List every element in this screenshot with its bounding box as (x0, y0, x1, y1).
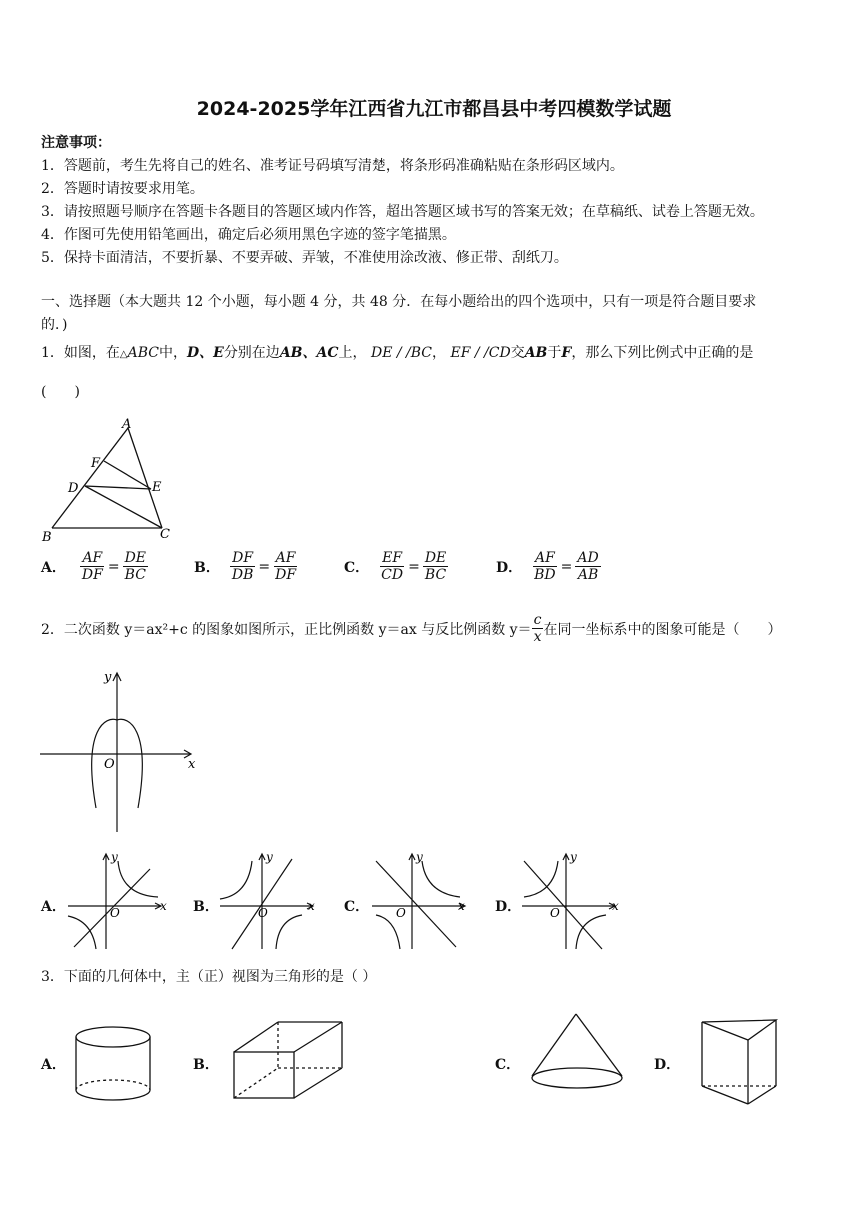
svg-text:x: x (308, 899, 315, 913)
svg-text:y: y (416, 851, 423, 864)
option-c[interactable]: C． (495, 1057, 521, 1073)
option-c[interactable]: C． (344, 899, 370, 915)
graph-c (370, 851, 472, 951)
svg-text:x: x (458, 899, 465, 913)
point-label-e: E (152, 480, 162, 495)
notice-item: 4．作图可先使用铅笔画出，确定后必须用黑色字迹的签字笔描黑。 (41, 227, 456, 243)
fraction: $\frac{AD}{AB}$ (577, 550, 599, 583)
cone-figure (526, 1010, 630, 1096)
notice-item: 3．请按照题号顺序在答题卡各题目的答题区域内作答，超出答题区域书写的答案无效；在草稿纸、试卷上答题无效。 (41, 204, 764, 220)
fraction: $\frac{c}{x}$ (533, 612, 542, 645)
point-label-f: F (91, 456, 101, 471)
page-title: 2024-2025学年江西省九江市都昌县中考四模数学试题 (196, 98, 672, 120)
parabola-figure (38, 668, 200, 834)
graph-b (218, 851, 320, 951)
graph-a (66, 851, 168, 951)
option-d[interactable]: D． (495, 899, 522, 915)
option-d[interactable]: D． (654, 1057, 681, 1073)
svg-text:y: y (104, 670, 112, 685)
fraction: $\frac{AF}{DF}$ (275, 550, 297, 583)
option-a[interactable]: A． $\frac{AF}{DF}$ = $\frac{DE}{BC}$ (41, 550, 147, 583)
fraction: $\frac{DE}{BC}$ (124, 550, 147, 583)
cylinder-figure (72, 1024, 156, 1104)
notice-item: 1．答题前，考生先将自己的姓名、准考证号码填写清楚，将条形码准确粘贴在条形码区域内。 (41, 158, 624, 174)
notice-item: 5．保持卡面清洁，不要折暴、不要弄破、弄皱，不准使用涂改液、修正带、刮纸刀。 (41, 250, 568, 266)
graph-d (520, 851, 622, 951)
prism-figure (696, 1016, 784, 1108)
svg-text:O: O (258, 906, 268, 920)
option-d[interactable]: D． $\frac{AF}{BD}$ = $\frac{AD}{AB}$ (496, 550, 599, 583)
svg-text:y: y (570, 851, 577, 864)
notice-heading: 注意事项： (41, 135, 111, 151)
fraction: $\frac{AF}{BD}$ (534, 550, 556, 583)
svg-text:x: x (160, 899, 167, 913)
option-b[interactable]: B． (193, 1057, 219, 1073)
svg-text:x: x (188, 757, 196, 772)
svg-text:x: x (612, 899, 619, 913)
svg-text:O: O (396, 906, 406, 920)
question-1-stem: 1．如图，在△ABC中，D、E分别在边AB、AC上， DE / /BC， EF / /CD交AB于F，那么下列比例式中正确的是 (41, 345, 754, 361)
notice-item: 2．答题时请按要求用笔。 (41, 181, 204, 197)
option-c[interactable]: C． $\frac{EF}{CD}$ = $\frac{DE}{BC}$ (344, 550, 447, 583)
option-a[interactable]: A． (41, 899, 66, 915)
fraction: $\frac{DE}{BC}$ (424, 550, 447, 583)
question-2-stem: 2．二次函数 y＝ax²+c 的图象如图所示，正比例函数 y＝ax 与反比例函数 y＝ $\frac{c}{x}$ 在同一坐标系中的图象可能是（ ） (41, 612, 782, 645)
cuboid-figure (228, 1018, 350, 1102)
answer-parentheses: ( ) (41, 384, 80, 400)
fraction: $\frac{EF}{CD}$ (381, 550, 404, 583)
svg-text:O: O (550, 906, 560, 920)
svg-text:y: y (266, 851, 273, 864)
option-a[interactable]: A． (41, 1057, 66, 1073)
section-heading-cont: 的．) (41, 317, 68, 333)
svg-text:O: O (104, 757, 115, 772)
point-label-d: D (68, 481, 79, 496)
point-label-b: B (42, 530, 52, 545)
fraction: $\frac{DF}{DB}$ (231, 550, 254, 583)
section-heading: 一、选择题（本大题共 12 个小题，每小题 4 分，共 48 分．在每小题给出的四个选项中，只有一项是符合题目要求 (41, 294, 757, 310)
triangle-figure (40, 416, 180, 546)
point-label-c: C (160, 527, 170, 542)
fraction: $\frac{AF}{DF}$ (81, 550, 103, 583)
option-b[interactable]: B． $\frac{DF}{DB}$ = $\frac{AF}{DF}$ (194, 550, 297, 583)
svg-text:O: O (110, 906, 120, 920)
option-b[interactable]: B． (193, 899, 219, 915)
svg-text:y: y (111, 851, 118, 864)
point-label-a: A (122, 417, 132, 432)
question-3-stem: 3．下面的几何体中，主（正）视图为三角形的是（ ） (41, 969, 377, 985)
